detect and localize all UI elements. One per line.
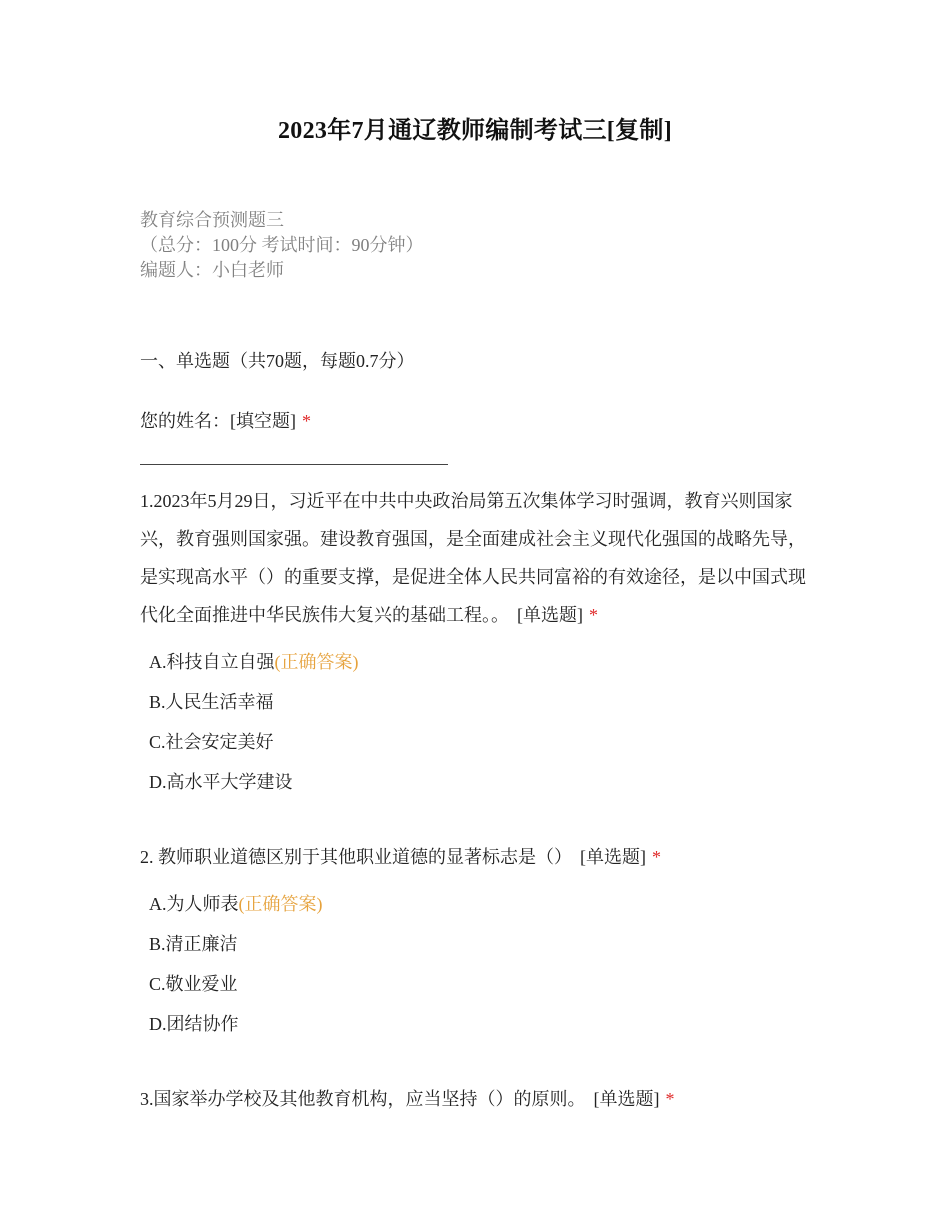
option-label: A.科技自立自强	[149, 652, 275, 672]
name-answer-line[interactable]	[140, 464, 448, 465]
question-text: 3.国家举办学校及其他教育机构，应当坚持（）的原则。	[140, 1089, 586, 1109]
option-d[interactable]	[149, 1004, 323, 1044]
question-type: [单选题]	[517, 605, 583, 625]
question-1-options	[149, 642, 359, 802]
option-label: B.清正廉洁	[149, 934, 238, 954]
option-label: A.为人师表	[149, 894, 239, 914]
option-b[interactable]	[149, 924, 323, 964]
author-info: 编题人：小白老师	[140, 260, 284, 280]
required-mark: *	[652, 847, 661, 867]
document-meta	[140, 208, 424, 283]
question-3	[140, 1080, 820, 1118]
score-info: （总分：100分 考试时间：90分钟）	[140, 235, 424, 255]
option-b[interactable]	[149, 682, 359, 722]
option-c[interactable]	[149, 964, 323, 1004]
section-heading: 一、单选题（共70题，每题0.7分）	[140, 351, 415, 371]
question-text: 2. 教师职业道德区别于其他职业道德的显著标志是（）	[140, 847, 572, 867]
required-mark: *	[665, 1089, 675, 1109]
correct-answer-tag: (正确答案)	[238, 894, 323, 914]
option-label: B.人民生活幸福	[149, 692, 274, 712]
option-label: D.团结协作	[149, 1014, 239, 1034]
option-a[interactable]	[149, 884, 323, 924]
option-d[interactable]	[149, 762, 359, 802]
question-type: [单选题]	[580, 847, 646, 867]
option-label: D.高水平大学建设	[149, 772, 293, 792]
required-mark: *	[302, 411, 311, 431]
name-question-text: 您的姓名：	[140, 411, 230, 431]
question-1	[140, 482, 820, 634]
required-mark: *	[589, 605, 598, 625]
question-type: [单选题]	[593, 1089, 660, 1109]
option-label: C.敬业爱业	[149, 974, 238, 994]
document-subtitle: 教育综合预测题三	[140, 210, 284, 230]
option-c[interactable]	[149, 722, 359, 762]
option-a[interactable]	[149, 642, 359, 682]
question-2	[140, 838, 820, 876]
document-title: 2023年7月通辽教师编制考试三[复制]	[278, 118, 672, 144]
name-question-type: [填空题]	[230, 411, 296, 431]
name-question	[140, 407, 311, 433]
correct-answer-tag: (正确答案)	[274, 652, 359, 672]
question-text: 1.2023年5月29日，习近平在中共中央政治局第五次集体学习时强调，教育兴则国家兴，教育强则国家强。建设教育强国，是全面建成社会主义现代化强国的战略先导，是实现高水平（）的重要支撑，是促进全体人民共同富裕的有效途径，是以中国式现代化全面推进中华民族伟大复兴的基础工程。。	[140, 491, 806, 625]
question-2-options	[149, 884, 323, 1044]
option-label: C.社会安定美好	[149, 732, 274, 752]
